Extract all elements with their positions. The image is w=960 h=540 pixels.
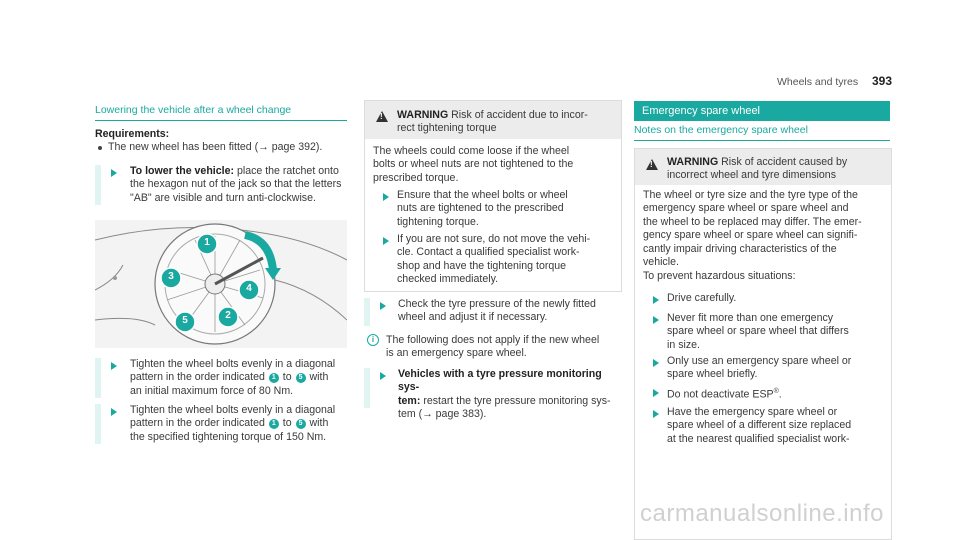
number-badge: 5	[296, 419, 306, 429]
section-banner	[634, 101, 890, 121]
warning-text: Have the emergency spare wheel or	[667, 406, 838, 418]
warning-body	[373, 145, 613, 185]
warning-step	[667, 355, 887, 382]
warning-text: in size.	[667, 338, 700, 351]
warning-step	[667, 312, 887, 352]
step-text: an initial maximum force of 80 Nm.	[130, 384, 294, 397]
wheel-change-figure	[95, 220, 347, 348]
warning-step	[667, 406, 887, 446]
watermark: carmanualsonline.info	[640, 500, 884, 527]
step-bar	[364, 298, 370, 326]
registered-mark: ®	[773, 388, 779, 395]
warning-text: spare wheel briefly.	[667, 368, 758, 381]
warning-text: tightening torque.	[397, 215, 479, 228]
step-arrow-icon	[111, 408, 117, 416]
warning-text: spare wheel or spare wheel that differs	[667, 325, 849, 338]
running-header	[777, 76, 858, 89]
warning-text: at the nearest qualified specialist work-	[667, 432, 850, 445]
warning-text: Do not deactivate ESP	[667, 388, 774, 401]
warning-heading	[667, 156, 887, 183]
info-note	[386, 334, 621, 361]
step-text: pattern in the order indicated	[130, 371, 265, 384]
step-text: restart the tyre pressure monitoring sys-	[420, 394, 611, 407]
warning-header	[365, 101, 621, 139]
step-tighten-final	[130, 404, 350, 444]
warning-text: Risk of accident caused by	[721, 156, 848, 168]
warning-text: vehicle.	[643, 256, 679, 269]
warning-text: Never fit more than one emergency	[667, 312, 834, 324]
warning-step	[667, 385, 887, 402]
warning-step	[397, 233, 612, 287]
step-text: the specified tightening torque of 150 Nm.	[130, 430, 327, 443]
warning-text: cantly impair driving characteristics of the	[643, 242, 837, 255]
warning-text: gency spare wheel or spare wheel can signifi-	[643, 229, 858, 242]
step-text: tem (→ page 383).	[398, 408, 487, 421]
warning-triangle-icon	[646, 159, 658, 170]
step-arrow-icon	[380, 372, 386, 380]
wheel-illustration	[95, 220, 347, 348]
step-arrow-icon	[383, 237, 389, 245]
step-text: to	[282, 371, 292, 384]
step-arrow-icon	[111, 169, 117, 177]
number-badge: 5	[296, 373, 306, 383]
step-arrow-icon	[111, 362, 117, 370]
step-text: "AB" are visible and turn anti-clockwise.	[130, 191, 316, 204]
warning-body	[643, 189, 888, 284]
warning-text: spare wheel of a different size replaced	[667, 419, 852, 432]
warning-text: incorrect wheel and tyre dimensions	[667, 169, 836, 182]
warning-text: Only use an emergency spare wheel or	[667, 355, 852, 367]
warning-text: checked immediately.	[397, 273, 499, 286]
step-arrow-icon	[653, 296, 659, 304]
warning-text: prescribed torque.	[373, 171, 459, 184]
warning-text: The wheel or tyre size and the tyre type of the	[643, 189, 858, 201]
warning-box	[634, 148, 892, 540]
step-text: wheel and adjust it if necessary.	[398, 311, 548, 324]
warning-text: the wheel to be replaced may differ. The emer-	[643, 215, 862, 228]
step-bar	[364, 368, 370, 408]
step-text: Tighten the wheel bolts evenly in a diagonal	[130, 358, 336, 370]
page-number: 393	[872, 74, 893, 88]
warning-text: cle. Contact a qualified specialist work-	[397, 246, 580, 259]
number-badge: 1	[269, 419, 279, 429]
bullet	[98, 146, 102, 150]
step-text: place the ratchet onto	[234, 165, 339, 177]
warning-text: Ensure that the wheel bolts or wheel	[397, 189, 568, 201]
step-text: to	[282, 417, 292, 430]
step-lower-vehicle	[130, 165, 350, 205]
step-label: Vehicles with a tyre pressure monitoring sys-	[398, 368, 602, 394]
banner-title: Emergency spare wheel	[642, 105, 761, 117]
title-rule	[95, 120, 347, 121]
warning-text: If you are not sure, do not move the vehi-	[397, 233, 591, 245]
warning-text: bolts or wheel nuts are not tightened to the	[373, 158, 574, 171]
warning-heading	[397, 109, 617, 136]
step-arrow-icon	[380, 302, 386, 310]
warning-text: Drive carefully.	[667, 292, 737, 304]
step-tighten-initial	[130, 358, 350, 398]
info-text: The following does not apply if the new wheel	[386, 334, 600, 346]
figure-label: 3	[168, 271, 174, 282]
title-rule	[634, 140, 890, 141]
step-bar	[95, 165, 101, 205]
warning-text: emergency spare wheel or spare wheel and	[643, 202, 849, 215]
step-bar	[95, 358, 101, 398]
step-label: To lower the vehicle:	[130, 165, 234, 177]
info-text: is an emergency spare wheel.	[386, 347, 527, 360]
warning-text: Risk of accident due to incor-	[451, 109, 588, 121]
figure-label: 4	[246, 283, 252, 294]
step-label: tem:	[398, 394, 421, 407]
warning-step	[667, 292, 887, 305]
warning-label: WARNING	[397, 109, 449, 121]
requirements-label: Requirements:	[95, 128, 170, 140]
info-icon: i	[367, 334, 379, 346]
warning-label: WARNING	[667, 156, 719, 168]
step-restart-tpm	[398, 368, 623, 422]
step-arrow-icon	[653, 359, 659, 367]
warning-text: .	[778, 388, 782, 401]
figure-label: 5	[182, 315, 188, 326]
warning-text: shop and have the tightening torque	[397, 259, 567, 272]
step-arrow-icon	[383, 193, 389, 201]
warning-text: The wheels could come loose if the wheel	[373, 145, 570, 157]
section-title: Lowering the vehicle after a wheel change	[95, 104, 292, 116]
step-bar	[95, 404, 101, 444]
warning-step	[397, 189, 612, 229]
warning-header	[635, 149, 891, 185]
step-text: with	[309, 417, 329, 430]
warning-text: rect tightening torque	[397, 122, 497, 135]
step-text: with	[309, 371, 329, 384]
section-name: Wheels and tyres	[777, 76, 859, 88]
warning-text: nuts are tightened to the prescribed	[397, 202, 564, 215]
step-arrow-icon	[653, 316, 659, 324]
step-arrow-icon	[653, 389, 659, 397]
step-text: Tighten the wheel bolts evenly in a diagonal	[130, 404, 336, 416]
subsection-title: Notes on the emergency spare wheel	[634, 124, 808, 136]
step-text: pattern in the order indicated	[130, 417, 265, 430]
step-text: the hexagon nut of the jack so that the letters	[130, 178, 342, 191]
number-badge: 1	[269, 373, 279, 383]
step-check-pressure	[398, 298, 623, 325]
figure-label: 1	[204, 237, 210, 248]
warning-box	[364, 100, 622, 292]
step-text: Check the tyre pressure of the newly fitted	[398, 298, 596, 310]
step-arrow-icon	[653, 410, 659, 418]
warning-triangle-icon	[376, 111, 388, 122]
warning-text: To prevent hazardous situations:	[643, 270, 796, 283]
requirement-item: The new wheel has been fitted (→ page 392).	[108, 141, 323, 153]
figure-label: 2	[225, 310, 231, 321]
